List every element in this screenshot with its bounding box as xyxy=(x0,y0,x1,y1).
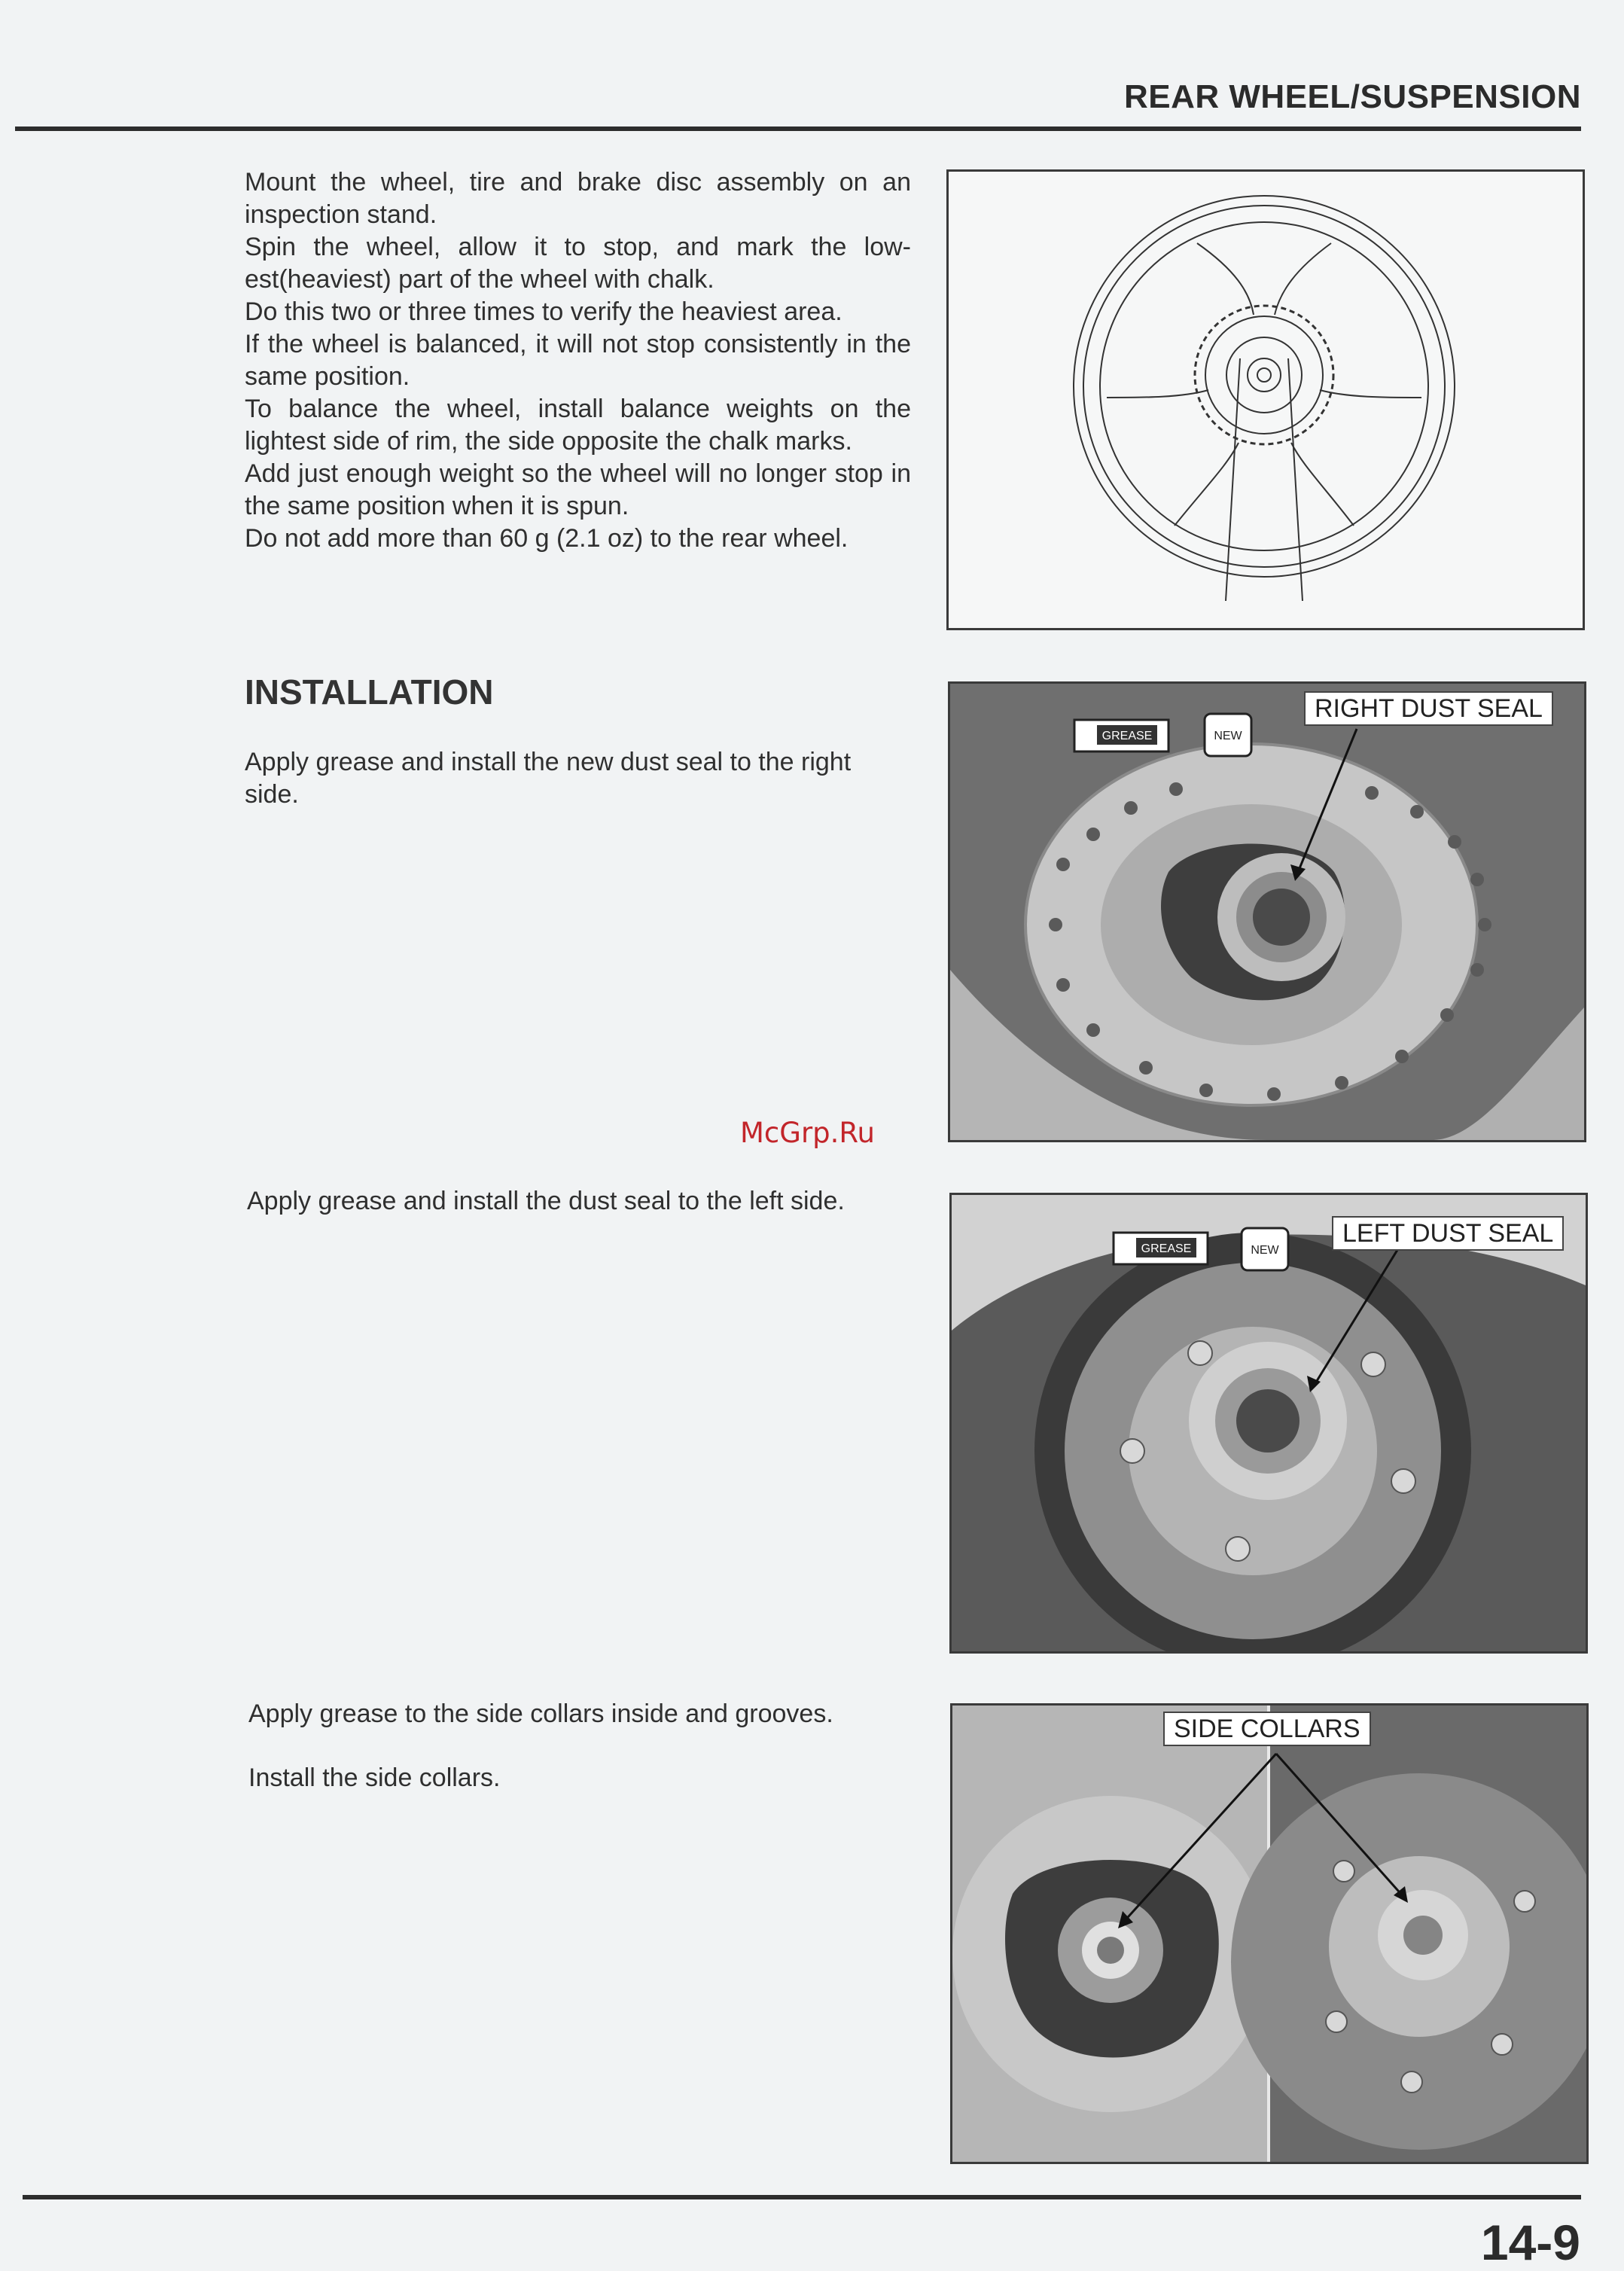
intro-paragraph: Spin the wheel, allow it to stop, and mark the low-est(heaviest) part of the wheel with chalk. xyxy=(245,233,911,294)
side-collars-illustration xyxy=(952,1706,1586,2162)
new-part-symbol-label: NEW xyxy=(1214,730,1242,742)
left-dust-seal-callout: LEFT DUST SEAL xyxy=(1332,1216,1564,1251)
footer-rule xyxy=(23,2195,1581,2199)
wheel-line-drawing xyxy=(949,172,1583,628)
intro-paragraph: Mount the wheel, tire and brake disc assembly on an inspection stand. xyxy=(245,168,911,229)
page-number: 14-9 xyxy=(1480,2215,1580,2270)
intro-paragraph: Add just enough weight so the wheel will no longer stop in the same position when it is spun. xyxy=(245,459,911,520)
step-right-dust-seal: Apply grease and install the new dust seal to the right side. xyxy=(245,748,852,809)
new-part-symbol-label: NEW xyxy=(1251,1244,1279,1257)
intro-paragraph: To balance the wheel, install balance weights on the lightest side of rim, the side opposite the chalk marks. xyxy=(245,395,911,456)
intro-text xyxy=(245,166,911,555)
installation-heading: INSTALLATION xyxy=(245,672,494,712)
left-dust-seal-photo xyxy=(949,1193,1588,1654)
step-left-dust-seal: Apply grease and install the dust seal to the left side. xyxy=(247,1187,845,1215)
grease-symbol-label: GREASE xyxy=(1141,1242,1192,1255)
side-collars-photo xyxy=(950,1703,1589,2164)
side-collars-callout: SIDE COLLARS xyxy=(1163,1712,1371,1746)
right-side-hub-illustration xyxy=(950,684,1584,1140)
step-install-side-collars: Install the side collars. xyxy=(248,1763,501,1792)
intro-paragraph: Do not add more than 60 g (2.1 oz) to the rear wheel. xyxy=(245,524,849,553)
header-rule xyxy=(15,127,1581,131)
watermark: McGrp.Ru xyxy=(740,1117,875,1149)
section-title: REAR WHEEL/SUSPENSION xyxy=(1123,78,1581,115)
intro-paragraph: Do this two or three times to verify the heaviest area. xyxy=(245,297,842,326)
intro-paragraph: If the wheel is balanced, it will not stop consistently in the same position. xyxy=(245,330,911,391)
wheel-inspection-diagram xyxy=(946,169,1585,630)
left-side-hub-illustration xyxy=(952,1195,1586,1651)
right-dust-seal-callout: RIGHT DUST SEAL xyxy=(1304,691,1553,726)
right-dust-seal-photo xyxy=(948,681,1586,1142)
grease-symbol-label: GREASE xyxy=(1101,730,1153,742)
step-side-collars-grease: Apply grease to the side collars inside and grooves. xyxy=(248,1699,833,1728)
